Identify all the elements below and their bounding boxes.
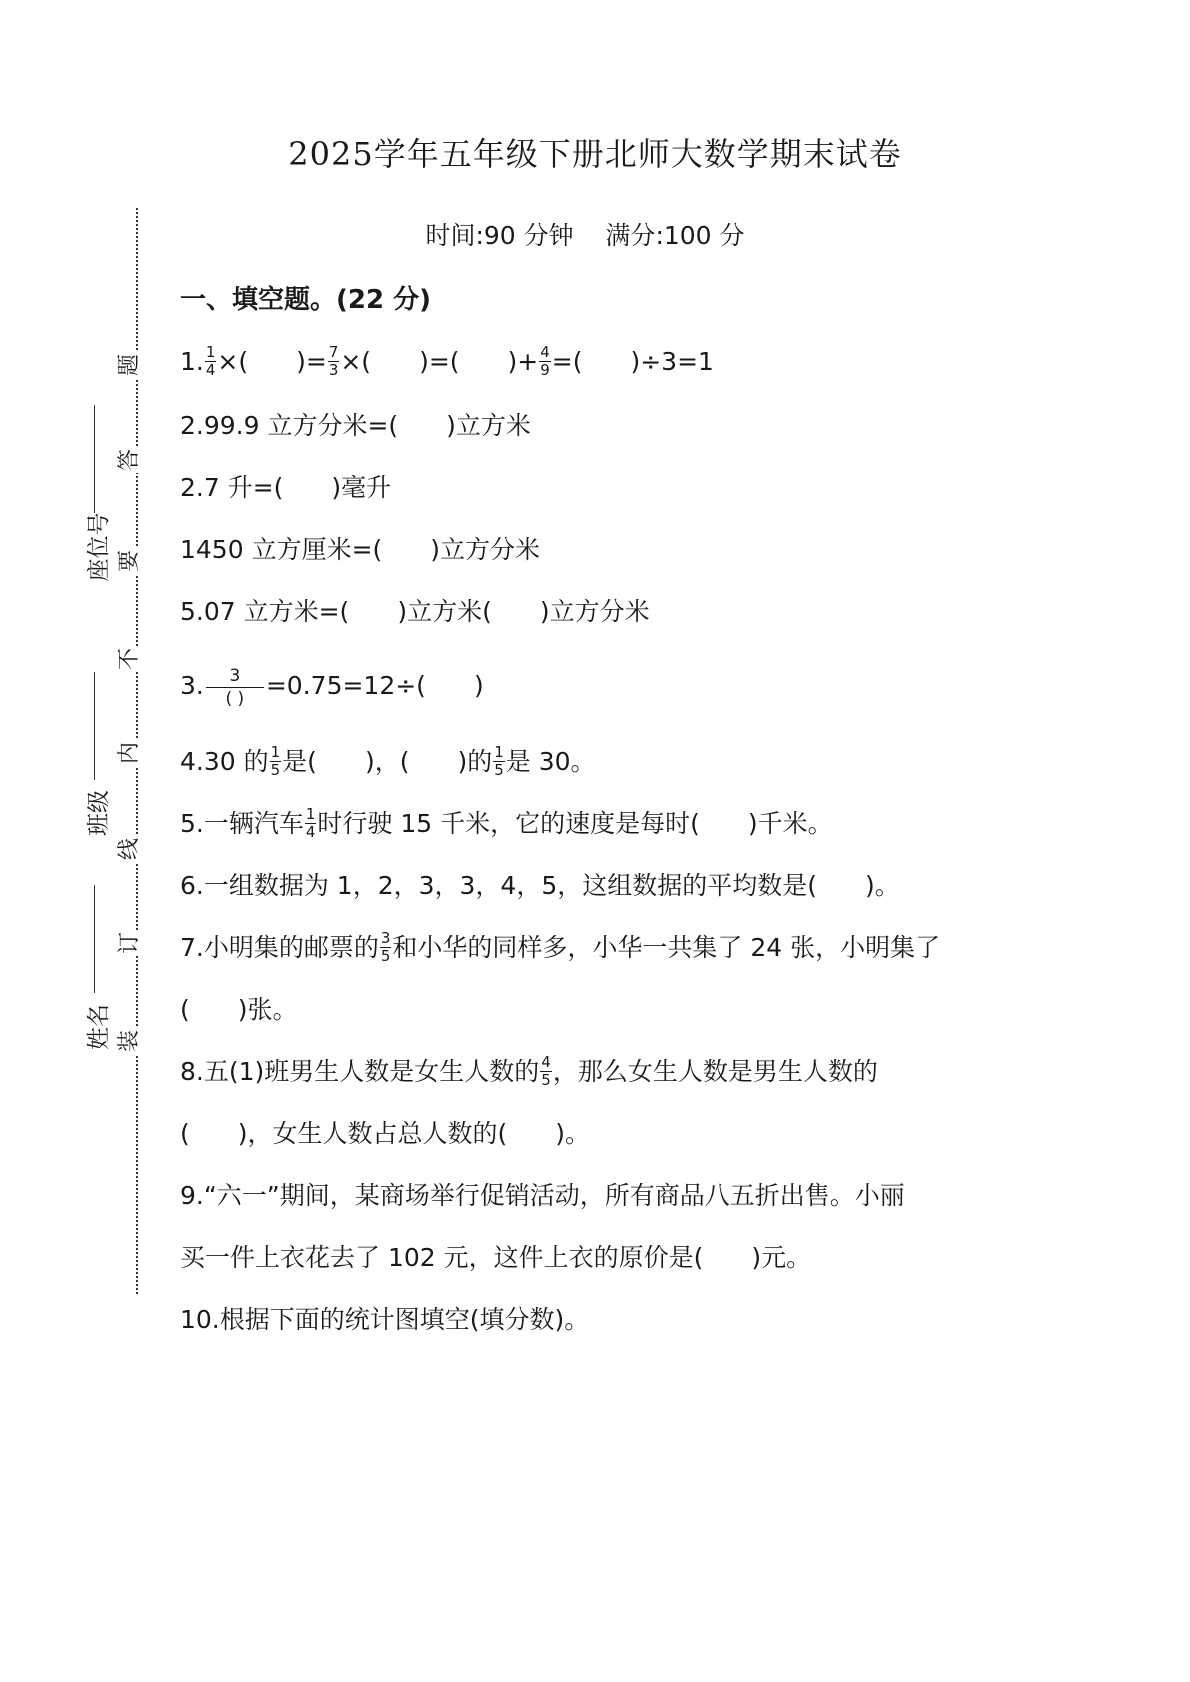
binding-char: 订 [117,932,142,955]
seat-number-label: 座位号 [86,512,112,582]
question-9-line2: 买一件上衣花去了 102 元，这件上衣的原价是( )元。 [180,1243,812,1272]
class-label: 班级 [86,790,112,836]
name-label: 姓名 [86,1004,112,1050]
seat-number-line[interactable] [94,405,95,513]
fraction: $\frac{3}{5}$ [380,928,391,965]
question-2b: 2.7 升=( )毫升 [180,473,392,502]
class-line[interactable] [94,672,95,780]
fraction: $\frac{1}{4}$ [305,804,316,841]
section-heading: 一、填空题。(22 分) [180,285,431,315]
question-2a: 2.99.9 立方分米=( )立方米 [180,411,531,440]
fraction: $\frac{7}{3}$ [328,342,339,379]
binding-char: 装 [117,1030,142,1053]
fraction-blank-denominator[interactable]: $\frac{3}{( )}$ [206,665,264,710]
fraction: $\frac{1}{5}$ [270,742,281,779]
binding-char: 线 [117,838,142,861]
fraction: $\frac{1}{4}$ [205,342,216,379]
binding-char: 题 [117,354,142,377]
question-1: 1. $\frac{1}{4}$ ×( )= $\frac{7}{3}$ ×( )=( )+ $\frac{4}{9}$ =( )÷3=1 [180,342,714,379]
time-score-info: 时间:90 分钟 满分:100 分 [425,221,745,250]
exam-title: 2025学年五年级下册北师大数学期末试卷 [288,135,902,173]
question-2d: 5.07 立方米=( )立方米( )立方分米 [180,597,650,626]
binding-char: 答 [117,449,142,472]
binding-char: 内 [117,742,142,765]
name-line[interactable] [94,885,95,993]
question-5: 5.一辆汽车 $\frac{1}{4}$ 时行驶 15 千米，它的速度是每时( )千米。 [180,804,833,841]
fraction: $\frac{4}{5}$ [541,1052,551,1089]
fraction: $\frac{4}{9}$ [540,342,550,379]
question-10: 10.根据下面的统计图填空(填分数)。 [180,1305,590,1334]
question-8-line1: 8.五(1)班男生人数是女生人数的 $\frac{4}{5}$ ，那么女生人数是男生人数的 [180,1052,878,1089]
fraction: $\frac{1}{5}$ [494,742,504,779]
question-4: 4.30 的 $\frac{1}{5}$ 是( )，( )的 $\frac{1}{5}$ 是 30。 [180,742,596,779]
question-6: 6.一组数据为 1，2，3，3，4，5，这组数据的平均数是( )。 [180,871,900,900]
binding-char: 要 [117,550,142,573]
question-2c: 1450 立方厘米=( )立方分米 [180,535,541,564]
question-7-line2: ( )张。 [180,995,298,1024]
question-9-line1: 9.“六一”期间，某商场举行促销活动，所有商品八五折出售。小丽 [180,1181,905,1210]
question-8-line2: ( )，女生人数占总人数的( )。 [180,1119,591,1148]
question-7-line1: 7.小明集的邮票的 $\frac{3}{5}$ 和小华的同样多，小华一共集了 24 张，小明集了 [180,928,941,965]
binding-char: 不 [117,648,142,671]
question-3: 3. $\frac{3}{( )}$ =0.75=12÷( ) [180,665,484,709]
